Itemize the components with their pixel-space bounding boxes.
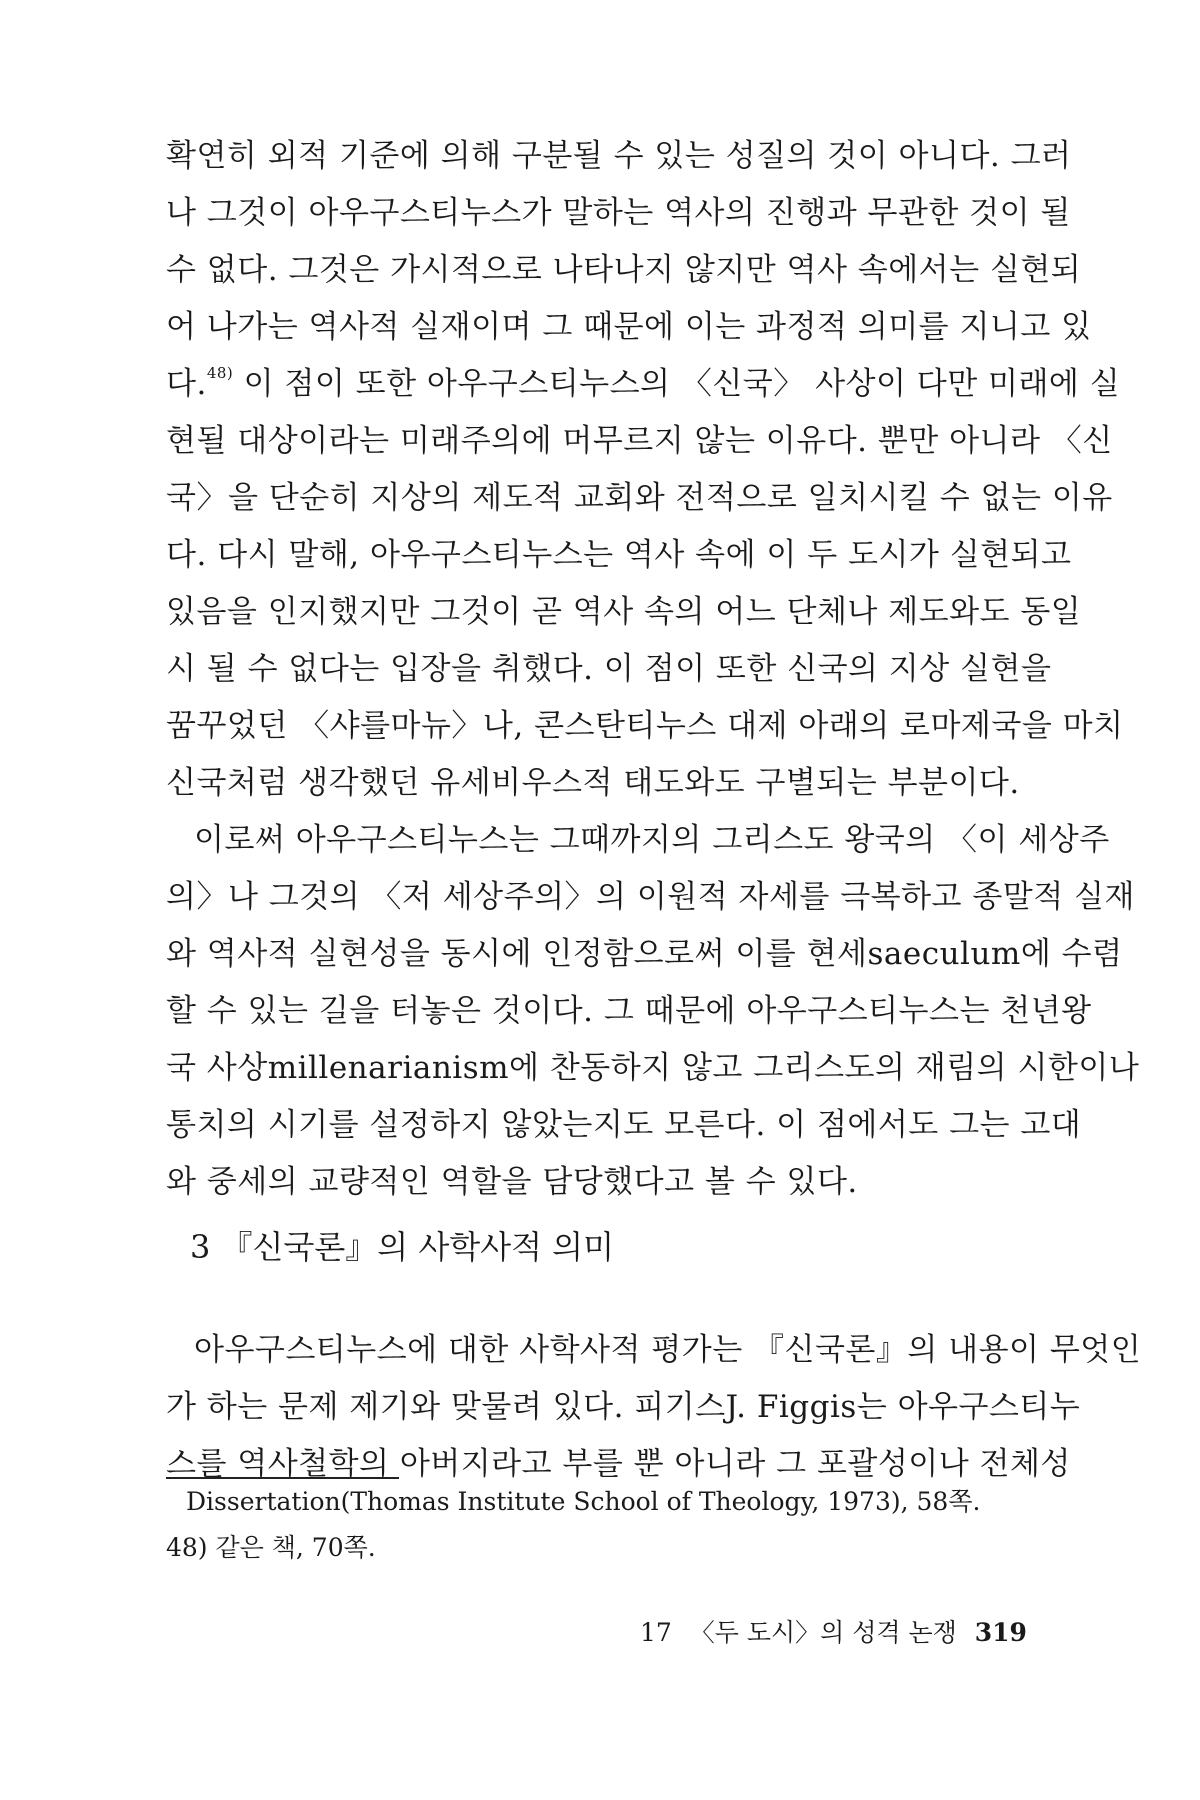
text-fragment: 다.	[166, 366, 207, 402]
text-line: 꿈꾸었던 〈샤를마뉴〉나, 콘스탄티누스 대제 아래의 로마제국을 마치	[166, 708, 1124, 744]
running-footer	[640, 1615, 1037, 1651]
text-line: 의〉나 그것의 〈저 세상주의〉의 이원적 자세를 극복하고 종말적 실재	[166, 879, 1135, 915]
text-line: 국 사상millenarianism에 찬동하지 않고 그리스도의 재림의 시한이나	[166, 1050, 1140, 1086]
text-line: 어 나가는 역사적 실재이며 그 때문에 이는 과정적 의미를 지니고 있	[166, 309, 1092, 345]
text-line-with-footnote-ref	[166, 356, 1121, 413]
footnote-divider	[166, 1477, 399, 1479]
footnote-continuation: Dissertation(Thomas Institute School of Theology, 1973), 58쪽.	[186, 1487, 981, 1516]
text-line: 있음을 인지했지만 그것이 곧 역사 속의 어느 단체나 제도와도 동일	[166, 594, 1082, 630]
body-paragraph-1	[166, 128, 1124, 812]
text-line: 와 중세의 교량적인 역할을 담당했다고 볼 수 있다.	[166, 1164, 858, 1200]
text-line: 가 하는 문제 제기와 맞물려 있다. 피기스J. Figgis는 아우구스티누	[166, 1389, 1081, 1425]
text-line: 이로써 아우구스티누스는 그때까지의 그리스도 왕국의 〈이 세상주	[194, 822, 1110, 858]
text-line: 다. 다시 말해, 아우구스티누스는 역사 속에 이 두 도시가 실현되고	[166, 537, 1072, 573]
text-line: 와 역사적 실현성을 동시에 인정함으로써 이를 현세saeculum에 수렴	[166, 936, 1123, 972]
text-line: 아우구스티누스에 대한 사학사적 평가는 『신국론』의 내용이 무엇인	[194, 1332, 1142, 1368]
section-heading	[190, 1225, 614, 1269]
footnote-reference: 48)	[206, 364, 234, 382]
text-line: 국〉을 단순히 지상의 제도적 교회와 전적으로 일치시킬 수 없는 이유	[166, 480, 1113, 516]
section-title: 『신국론』의 사학사적 의미	[220, 1228, 614, 1266]
text-line: 현될 대상이라는 미래주의에 머무르지 않는 이유다. 뿐만 아니라 〈신	[166, 423, 1113, 459]
text-line: 통치의 시기를 설정하지 않았는지도 모른다. 이 점에서도 그는 고대	[166, 1107, 1082, 1143]
text-line: 확연히 외적 기준에 의해 구분될 수 있는 성질의 것이 아니다. 그러	[166, 138, 1072, 174]
text-line: 수 없다. 그것은 가시적으로 나타나지 않지만 역사 속에서는 실현되	[166, 252, 1082, 288]
page-number: 319	[974, 1618, 1027, 1647]
body-paragraph-3	[166, 1322, 1142, 1493]
text-line: 스를 역사철학의 아버지라고 부를 뿐 아니라 그 포괄성이나 전체성	[166, 1446, 1071, 1482]
body-paragraph-2	[166, 812, 1140, 1211]
chapter-title: 〈두 도시〉의 성격 논쟁	[689, 1618, 957, 1647]
footnote-48: 48) 같은 책, 70쪽.	[166, 1533, 376, 1562]
chapter-number: 17	[640, 1618, 672, 1647]
section-number: 3	[190, 1228, 211, 1266]
text-line: 할 수 있는 길을 터놓은 것이다. 그 때문에 아우구스티누스는 천년왕	[166, 993, 1092, 1029]
text-line: 신국처럼 생각했던 유세비우스적 태도와도 구별되는 부분이다.	[166, 765, 1020, 801]
text-line: 시 될 수 없다는 입장을 취했다. 이 점이 또한 신국의 지상 실현을	[166, 651, 1052, 687]
text-fragment: 이 점이 또한 아우구스티누스의 〈신국〉 사상이 다만 미래에 실	[243, 366, 1121, 402]
text-line: 나 그것이 아우구스티누스가 말하는 역사의 진행과 무관한 것이 될	[166, 195, 1071, 231]
